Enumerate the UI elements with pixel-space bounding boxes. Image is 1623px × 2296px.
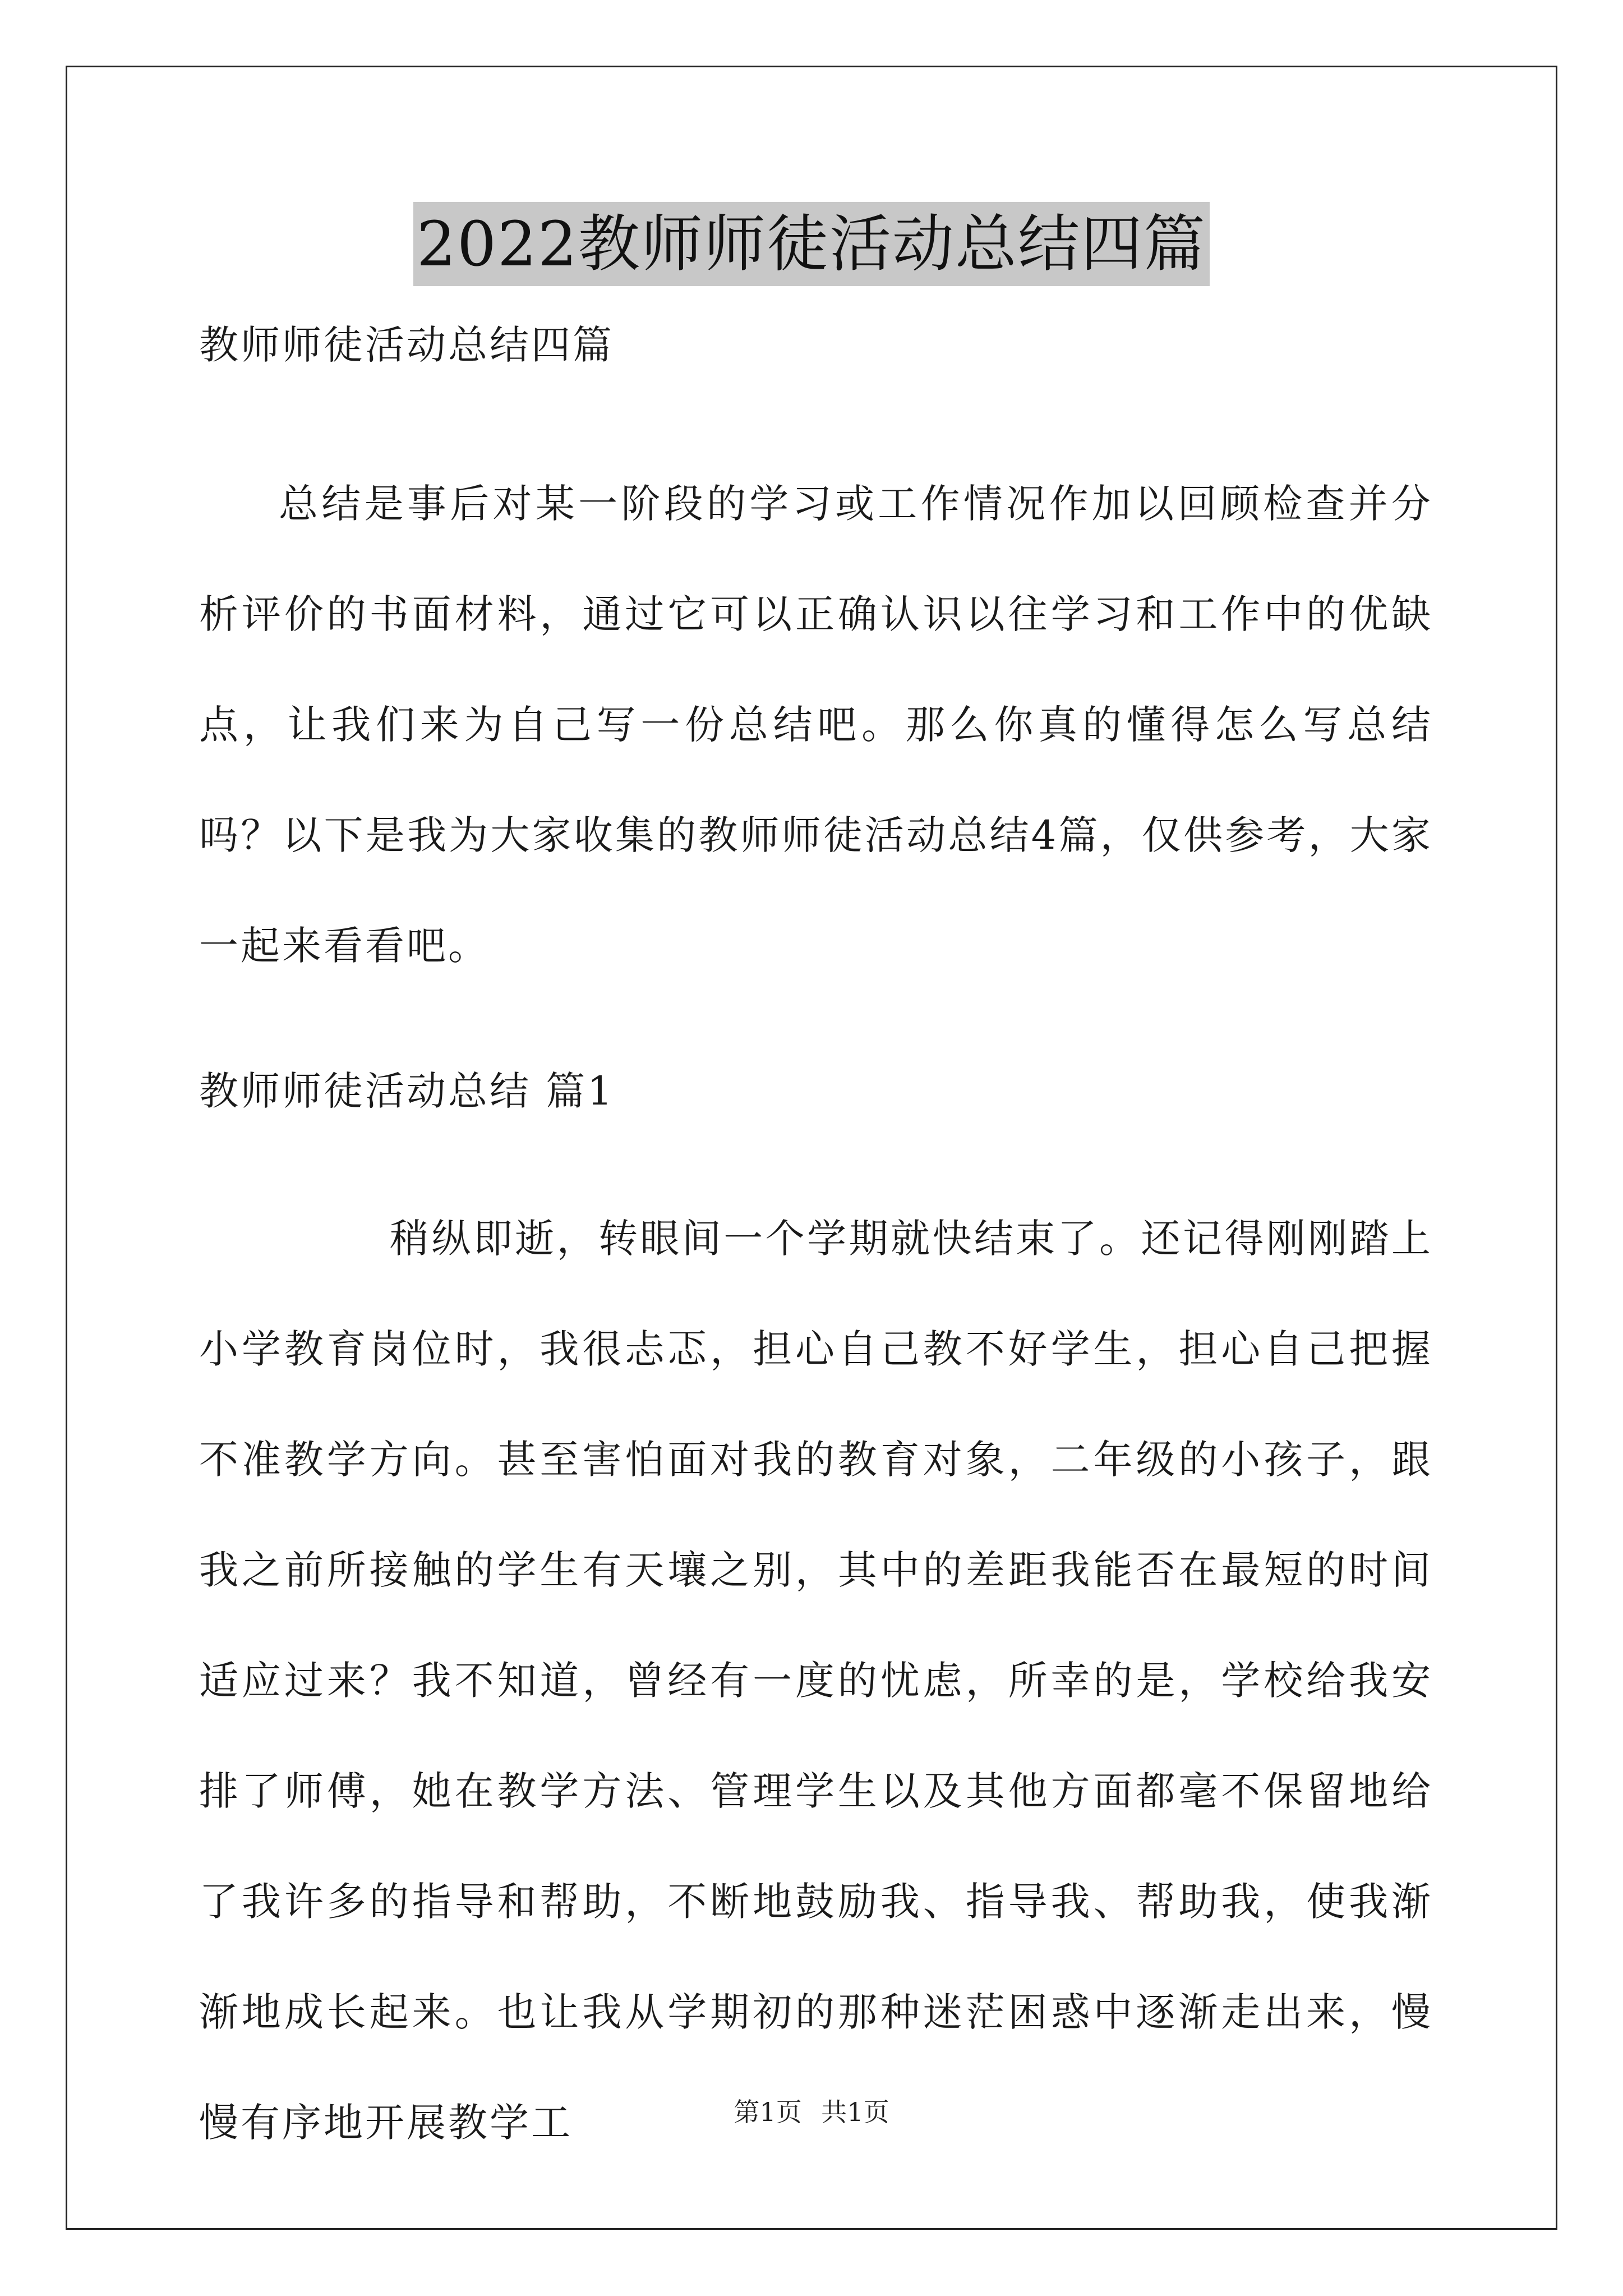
section-heading: 教师师徒活动总结 篇1 bbox=[199, 1068, 615, 1114]
document-title: 2022教师师徒活动总结四篇 bbox=[413, 202, 1210, 286]
page-number-footer: 第1页 共1页 bbox=[734, 2097, 889, 2127]
intro-paragraph: 总结是事后对某一阶段的学习或工作情况作加以回顾检查并分析评价的书面材料，通过它可以正确认识以往学习和工作中的优缺点，让我们来为自己写一份总结吧。那么你真的懂得怎么写总结吗？以下是我为大家收集的教师师徒活动总结4篇，仅供参考，大家一起来看看吧。 bbox=[199, 481, 1433, 969]
section-body-paragraph: 稍纵即逝，转眼间一个学期就快结束了。还记得刚刚踏上小学教育岗位时，我很忐忑，担心自己教不好学生，担心自己把握不准教学方向。甚至害怕面对我的教育对象，二年级的小孩子，跟我之前所接触的学生有天壤之别，其中的差距我能否在最短的时间适应过来？我不知道，曾经有一度的忧虑，所幸的是，学校给我安排了师傅，她在教学方法、管理学生以及其他方面都毫不保留地给了我许多的指导和帮助，不断地鼓励我、指导我、帮助我，使我渐渐地成长起来。也让我从学期初的那种迷茫困惑中逐渐走出来，慢慢有序地开展教学工 bbox=[199, 1216, 1433, 2146]
document-subtitle: 教师师徒活动总结四篇 bbox=[199, 322, 614, 368]
title-container bbox=[0, 202, 1623, 286]
